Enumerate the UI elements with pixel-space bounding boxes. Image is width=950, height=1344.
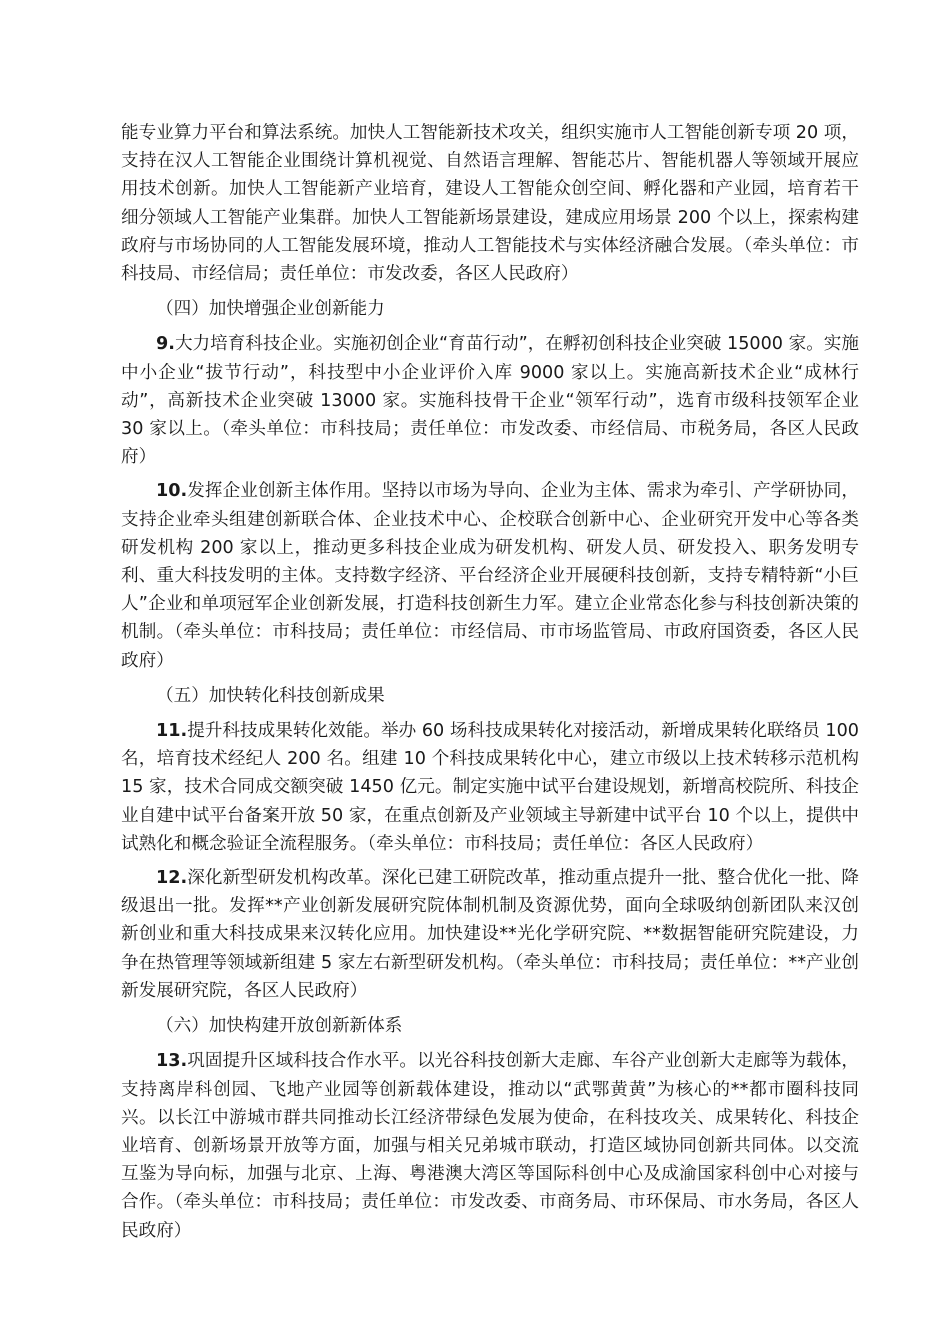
item-number: 12. xyxy=(156,868,188,889)
item-text: 提升科技成果转化效能。举办 60 场科技成果转化对接活动，新增成果转化联络员 100 名，培育技术经纪人 200 名。组建 10 个科技成果转化中心，建立市级以上技术转移示范机构 15 家，技术合同成交额突破 1450 亿元。制定实施中试平台建设规划，新增高校院所、科技企业自建中试平台备案开放 50 家，在重点创新及产业领域主导新建中试平台 10 个以上，提供中试熟化和概念验证全流程服务。（牵头单位：市科技局；责任单位：各区人民政府） xyxy=(121,721,859,854)
paragraph-text: 能专业算力平台和算法系统。加快人工智能新技术攻关，组织实施市人工智能创新专项 20 项，支持在汉人工智能企业围绕计算机视觉、自然语言理解、智能芯片、智能机器人等领域开展应用技术创新。加快人工智能新产业培育，建设人工智能众创空间、孵化器和产业园，培育若干细分领域人工智能产业集群。加快人工智能新场景建设，建成应用场景 200 个以上，探索构建政府与市场协同的人工智能发展环境，推动人工智能技术与实体经济融合发展。（牵头单位：市科技局、市经信局；责任单位：市发改委，各区人民政府） xyxy=(121,123,859,285)
item-text: 发挥企业创新主体作用。坚持以市场为导向、企业为主体、需求为牵引、产学研协同，支持企业牵头组建创新联合体、企业技术中心、企校联合创新中心、企业研究开发中心等各类研发机构 200 家以上，推动更多科技企业成为研发机构、研发人员、研发投入、职务发明专利、重大科技发明的主体。支持数字经济、平台经济企业开展硬科技创新，支持专精特新“小巨人”企业和单项冠军企业创新发展，打造科技创新生力军。建立企业常态化参与科技创新决策的机制。（牵头单位：市科技局；责任单位：市经信局、市市场监管局、市政府国资委，各区人民政府） xyxy=(121,481,859,671)
item-11 xyxy=(121,717,859,858)
item-text: 深化新型研发机构改革。深化已建工研院改革，推动重点提升一批、整合优化一批、降级退出一批。发挥**产业创新发展研究院体制机制及资源优势，面向全球吸纳创新团队来汉创新创业和重大科技成果来汉转化应用。加快建设**光化学研究院、**数据智能研究院建设，力争在热管理等领域新组建 5 家左右新型研发机构。（牵头单位：市科技局；责任单位：**产业创新发展研究院，各区人民政府） xyxy=(121,868,859,1001)
item-13 xyxy=(121,1047,859,1244)
item-text: 大力培育科技企业。实施初创企业“育苗行动”，在孵初创科技企业突破 15000 家。实施中小企业“拔节行动”，科技型中小企业评价入库 9000 家以上。实施高新技术企业“成林行动”，高新技术企业突破 13000 家。实施科技骨干企业“领军行动”，选育市级科技领军企业 30 家以上。（牵头单位：市科技局；责任单位：市发改委、市经信局、市税务局，各区人民政府） xyxy=(121,334,859,468)
item-text: 巩固提升区域科技合作水平。以光谷科技创新大走廊、车谷产业创新大走廊等为载体，支持离岸科创园、飞地产业园等创新载体建设，推动以“武鄂黄黄”为核心的**都市圈科技同兴。以长江中游城市群共同推动长江经济带绿色发展为使命，在科技攻关、成果转化、科技企业培育、创新场景开放等方面，加强与相关兄弟城市联动，打造区域协同创新共同体。以交流互鉴为导向标，加强与北京、上海、粤港澳大湾区等国际科创中心及成渝国家科创中心对接与合作。（牵头单位：市科技局；责任单位：市发改委、市商务局、市环保局、市水务局，各区人民政府） xyxy=(121,1051,859,1241)
item-number: 13. xyxy=(156,1051,188,1072)
document-page xyxy=(121,119,859,1245)
item-number: 11. xyxy=(156,721,188,742)
item-number: 10. xyxy=(156,481,188,502)
item-10 xyxy=(121,477,859,674)
item-9 xyxy=(121,330,859,471)
item-12 xyxy=(121,864,859,1005)
section-heading-6: （六）加快构建开放创新新体系 xyxy=(156,1016,403,1037)
section-heading-5: （五）加快转化科技创新成果 xyxy=(156,685,385,706)
item-number: 9. xyxy=(156,334,175,355)
section-heading-4: （四）加快增强企业创新能力 xyxy=(156,299,385,320)
paragraph-continuation xyxy=(121,119,859,288)
